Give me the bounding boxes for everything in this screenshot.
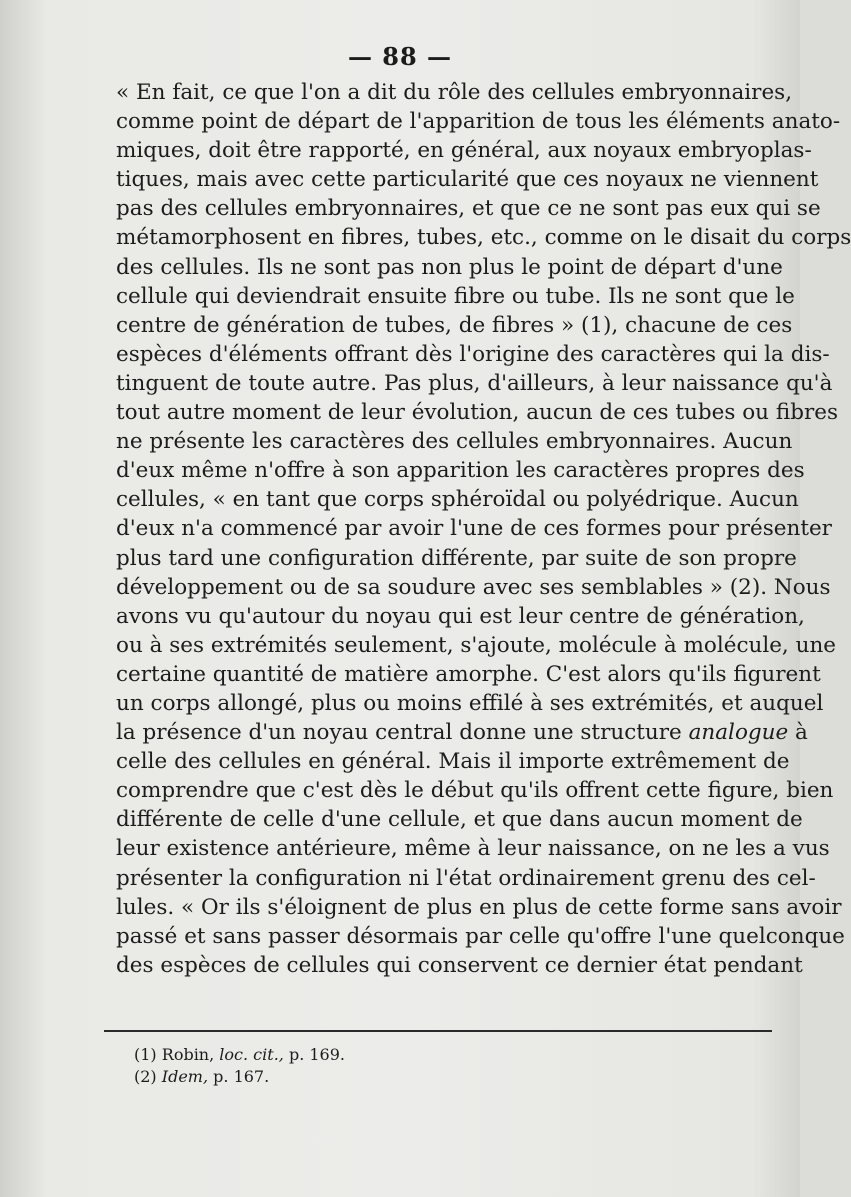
text-line: centre de génération de tubes, de fibres » (1), chacune de ces: [116, 312, 793, 338]
body-text: [116, 78, 851, 980]
text-line: des espèces de cellules qui conservent ce dernier état pendant: [116, 952, 803, 978]
text-line: ou à ses extrémités seulement, s'ajoute, molécule à molécule, une: [116, 632, 837, 658]
text-line: espèces d'éléments offrant dès l'origine des caractères qui la dis-: [116, 341, 830, 367]
text-line: avons vu qu'autour du noyau qui est leur centre de génération,: [116, 603, 805, 629]
text-line: comme point de départ de l'apparition de tous les éléments anato-: [116, 109, 841, 135]
text-line: métamorphosent en fibres, tubes, etc., comme on le disait du corps: [116, 225, 851, 251]
text-line: des cellules. Ils ne sont pas non plus le point de départ d'une: [116, 254, 783, 280]
text-line: celle des cellules en général. Mais il importe extrêmement de: [116, 749, 790, 775]
footnote-1: [134, 1044, 345, 1066]
text-line: cellules, « en tant que corps sphéroïdal ou polyédrique. Aucun: [116, 487, 799, 513]
text-line: passé et sans passer désormais par celle qu'offre l'une quelconque: [116, 923, 845, 949]
text-line: leur existence antérieure, même à leur naissance, on ne les a vus: [116, 836, 830, 862]
footnote-marker: (1): [134, 1045, 157, 1064]
footnote-marker: (2): [134, 1067, 157, 1086]
text-line: un corps allongé, plus ou moins effilé à ses extrémités, et auquel: [116, 690, 824, 716]
text-line: pas des cellules embryonnaires, et que ce ne sont pas eux qui se: [116, 196, 821, 222]
text-line: d'eux n'a commencé par avoir l'une de ces formes pour présenter: [116, 516, 832, 542]
text-line: d'eux même n'offre à son apparition les caractères propres des: [116, 458, 805, 484]
text-line: certaine quantité de matière amorphe. C'est alors qu'ils figurent: [116, 661, 821, 687]
footnote-page: p. 169.: [288, 1045, 345, 1064]
emphasis-word: analogue: [688, 720, 789, 746]
text-line: plus tard une configuration différente, par suite de son propre: [116, 545, 797, 571]
text-line: tout autre moment de leur évolution, aucun de ces tubes ou fibres: [116, 400, 838, 426]
text-line: cellule qui deviendrait ensuite fibre ou tube. Ils ne sont que le: [116, 283, 795, 309]
text-line: « En fait, ce que l'on a dit du rôle des cellules embryonnaires,: [116, 80, 793, 105]
text-line: comprendre que c'est dès le début qu'ils offrent cette figure, bien: [116, 778, 834, 804]
footnote-ref: Idem,: [161, 1067, 209, 1086]
footnote-page: p. 167.: [213, 1067, 270, 1086]
page-number: — 88 —: [347, 42, 453, 71]
text-line: ne présente les caractères des cellules embryonnaires. Aucun: [116, 429, 793, 455]
text-line: lules. « Or ils s'éloignent de plus en plus de cette forme sans avoir: [116, 894, 842, 920]
text-line: tiques, mais avec cette particularité que ces noyaux ne viennent: [116, 167, 819, 193]
footnote-divider: [104, 1030, 772, 1032]
footnotes: [134, 1044, 345, 1088]
footnote-2: [134, 1066, 345, 1088]
text-line: développement ou de sa soudure avec ses semblables » (2). Nous: [116, 574, 831, 600]
text-line: tinguent de toute autre. Pas plus, d'ailleurs, à leur naissance qu'à: [116, 370, 833, 396]
text-line: différente de celle d'une cellule, et que dans aucun moment de: [116, 807, 803, 833]
text-line: la présence d'un noyau central donne une structure analogue à: [116, 720, 808, 746]
footnote-ref: loc. cit.,: [219, 1045, 284, 1064]
footnote-author: Robin,: [161, 1045, 215, 1064]
text-line: miques, doit être rapporté, en général, aux noyaux embryoplas-: [116, 138, 812, 164]
text-line: présenter la configuration ni l'état ordinairement grenu des cel-: [116, 865, 816, 891]
